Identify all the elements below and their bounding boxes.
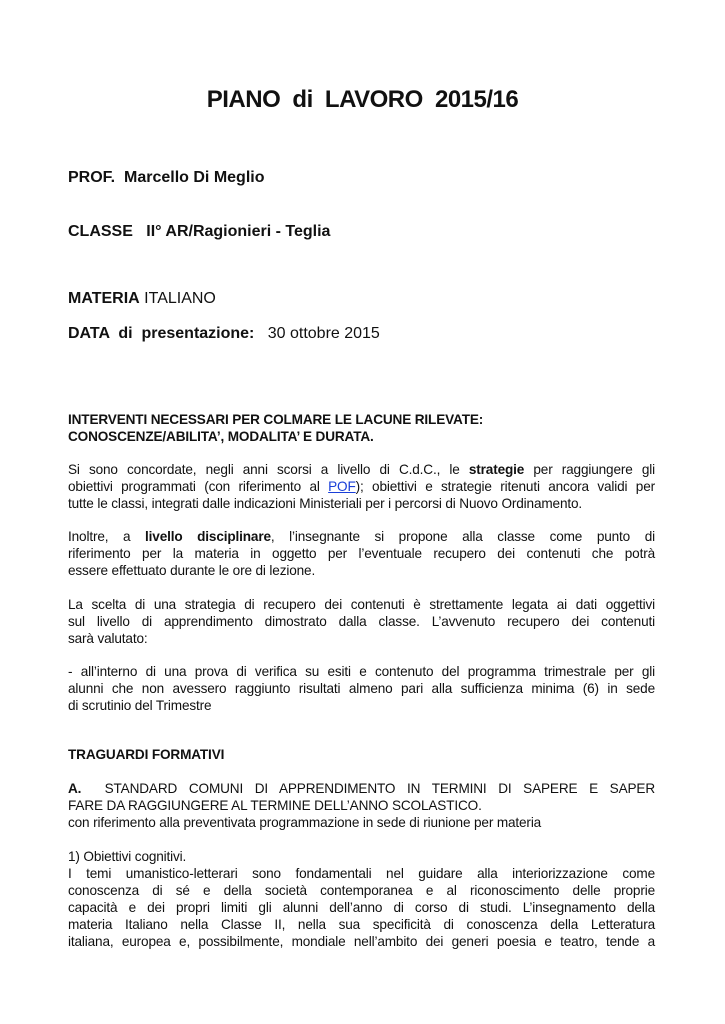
text-line: 1) Obiettivi cognitivi. bbox=[68, 849, 187, 864]
text: , l’insegnante si propone alla classe come punto di bbox=[270, 529, 656, 544]
text-line: sarà valutato: bbox=[68, 631, 148, 646]
pof-link[interactable]: POF bbox=[328, 479, 356, 494]
data-line bbox=[68, 325, 655, 343]
text-line: materia Italiano nella Classe II, nella sua specificità di conoscenza della Letteratura bbox=[68, 917, 655, 932]
text-line: - all’interno di una prova di verifica su esiti e contenuto del programma trimestrale per gli bbox=[68, 664, 655, 679]
text-line bbox=[68, 478, 655, 495]
text-line: alunni che non avessero raggiunto risultati almeno pari alla sufficienza minima (6) in sede bbox=[68, 681, 655, 696]
materia-line bbox=[68, 290, 655, 308]
text: per raggiungere gli bbox=[524, 462, 655, 477]
text-line: La scelta di una strategia di recupero dei contenuti è strettamente legata ai dati oggettivi bbox=[68, 597, 655, 612]
text-line: sul livello di apprendimento dimostrato dalla classe. L’avvenuto recupero dei contenuti bbox=[68, 614, 655, 629]
materia-label: MATERIA bbox=[68, 290, 140, 307]
heading-line: INTERVENTI NECESSARI PER COLMARE LE LACUNE RILEVATE: bbox=[68, 412, 484, 427]
interventi-heading bbox=[68, 411, 655, 445]
bold-text: strategie bbox=[468, 462, 525, 477]
text-line: capacità e dei propri limiti gli alunni dell’anno di corso di studi. L’insegnamento della bbox=[68, 900, 655, 915]
text-line: di scrutinio del Trimestre bbox=[68, 698, 212, 713]
obiettivi-section bbox=[68, 848, 655, 950]
text: STANDARD COMUNI DI APPRENDIMENTO IN TERMINI DI SAPERE E SAPER bbox=[81, 781, 655, 796]
text-line: FARE DA RAGGIUNGERE AL TERMINE DELL’ANNO SCOLASTICO. bbox=[68, 798, 482, 813]
paragraph-scelta bbox=[68, 596, 655, 647]
text: Si sono concordate, negli anni scorsi a livello di C.d.C., le bbox=[68, 462, 469, 477]
section-label: A. bbox=[68, 781, 82, 796]
heading-line: TRAGUARDI FORMATIVI bbox=[68, 747, 225, 762]
traguardi-heading bbox=[68, 746, 655, 763]
materia-value: ITALIANO bbox=[144, 290, 216, 307]
text-line: tutte le classi, integrati dalle indicazioni Ministeriali per i percorsi di Nuovo Ordinamento. bbox=[68, 496, 583, 511]
heading-line: CONOSCENZE/ABILITA’, MODALITA’ E DURATA. bbox=[68, 429, 374, 444]
standard-section bbox=[68, 780, 655, 831]
prof-line bbox=[68, 169, 655, 187]
text-line: con riferimento alla preventivata programmazione in sede di riunione per materia bbox=[68, 815, 542, 830]
bold-text: livello disciplinare bbox=[145, 529, 271, 544]
text-line: conoscenza di sé e della società contemporanea e al riconoscimento delle proprie bbox=[68, 883, 655, 898]
paragraph-verifica bbox=[68, 663, 655, 714]
classe-label: CLASSE bbox=[68, 223, 133, 240]
classe-value: II° AR/Ragionieri - Teglia bbox=[146, 223, 331, 240]
text-line: I temi umanistico-letterari sono fondamentali nel guidare alla interiorizzazione come bbox=[68, 866, 655, 881]
paragraph-livello bbox=[68, 528, 655, 579]
text: ); obiettivi e strategie ritenuti ancora validi per bbox=[355, 479, 655, 494]
text-line: essere effettuato durante le ore di lezione. bbox=[68, 563, 316, 578]
data-value: 30 ottobre 2015 bbox=[267, 325, 380, 342]
prof-label: PROF. bbox=[68, 169, 116, 186]
page-title: PIANO di LAVORO 2015/16 bbox=[206, 86, 519, 113]
text-line: riferimento per la materia in oggetto per l’eventuale recupero dei contenuti che potrà bbox=[68, 546, 655, 561]
data-label: DATA di presentazione: bbox=[68, 325, 255, 342]
text-line bbox=[68, 461, 655, 478]
prof-value: Marcello Di Meglio bbox=[124, 169, 265, 186]
paragraph-strategie bbox=[68, 461, 655, 512]
classe-line bbox=[68, 223, 655, 241]
text-line bbox=[68, 528, 655, 545]
text-line: italiana, europea e, possibilmente, mondiale nell’ambito dei generi poesia e teatro, tende a bbox=[68, 934, 655, 949]
text: Inoltre, a bbox=[68, 529, 146, 544]
text-line bbox=[68, 780, 655, 797]
text: obiettivi programmati (con riferimento al bbox=[68, 479, 329, 494]
